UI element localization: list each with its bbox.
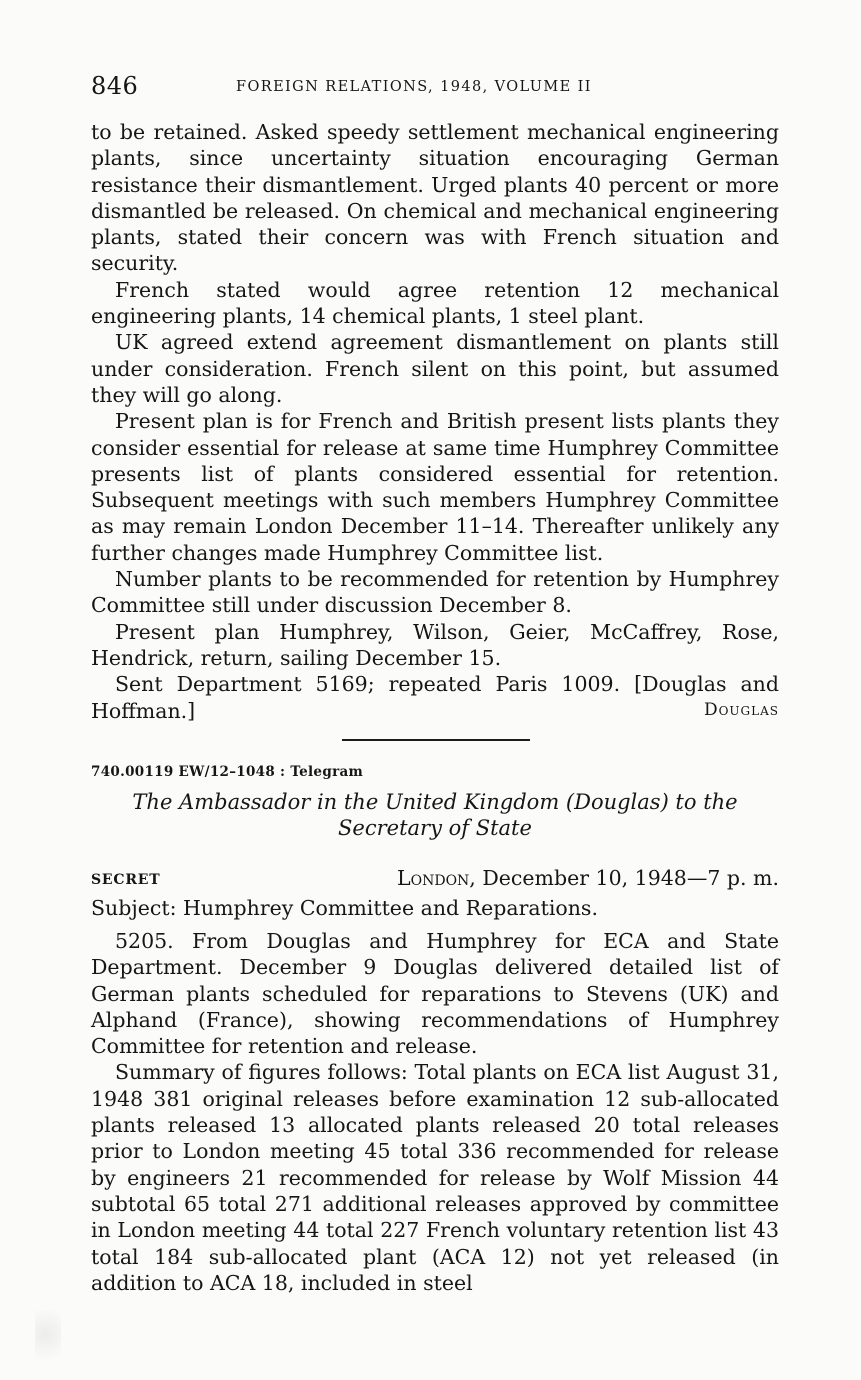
place-date: [397, 866, 779, 890]
second-document-body: [91, 928, 779, 1296]
page-header: [91, 72, 781, 106]
paper-speckle: [35, 1310, 61, 1370]
body-paragraph: UK agreed extend agreement dismantlement on plants still under consideration. French silent on this point, but assumed they will go along.: [91, 330, 779, 407]
first-document-body: [91, 119, 779, 724]
place: London,: [397, 866, 476, 890]
body-paragraph: Summary of figures follows: Total plants on ECA list August 31, 1948 381 original releases before examination 12 sub-allocated plants released 13 allocated plants released 20 total releases prior to London meeting 45 total 336 recommended for release by engineers 21 recommended for release by Wolf Mission 44 subtotal 65 total 271 additional releases approved by committee in London meeting 44 total 227 French voluntary retention list 43 total 184 sub-allocated plant (ACA 12) not yet released (in addition to ACA 18, included in steel: [91, 1060, 779, 1295]
body-paragraph: French stated would agree retention 12 mechanical engineering plants, 14 chemical plants, 1 steel plant.: [91, 277, 779, 329]
running-head: FOREIGN RELATIONS, 1948, VOLUME II: [236, 79, 592, 95]
body-paragraph: 5205. From Douglas and Humphrey for ECA and State Department. December 9 Douglas delivered detailed list of German plants scheduled for reparations to Stevens (UK) and Alphand (France), showing recommendations of Humphrey Committee for retention and release.: [91, 929, 779, 1059]
body-paragraph: Present plan is for French and British present lists plants they consider essential for release at same time Humphrey Committee presents list of plants considered essential for retention. Subsequent meetings with such members Humphrey Committee as may remain London December 11–14. Thereafter unlikely any further changes made Humphrey Committee list.: [91, 409, 779, 565]
body-paragraph: Present plan Humphrey, Wilson, Geier, McCaffrey, Rose, Hendrick, return, sailing December 15.: [91, 619, 779, 670]
body-paragraph: to be retained. Asked speedy settlement mechanical engineering plants, since uncertainty situation encouraging German resistance their dismantlement. Urged plants 40 percent or more dismantled be released. On chemical and mechanical engineering plants, stated their concern was with French situation and security.: [91, 120, 779, 276]
section-divider: [342, 739, 530, 741]
document-title: The Ambassador in the United Kingdom (Douglas) to the Secretary of State: [132, 790, 738, 841]
signature: Douglas: [703, 700, 779, 720]
body-paragraph: Sent Department 5169; repeated Paris 1009. [Douglas and Hoffman.]: [91, 672, 779, 723]
classification-label: SECRET: [91, 872, 161, 888]
subject-line: Subject: Humphrey Committee and Reparations.: [91, 896, 598, 920]
page-number: 846: [91, 72, 139, 100]
file-reference: 740.00119 EW/12–1048 : Telegram: [91, 764, 364, 780]
date-time: December 10, 1948—7 p. m.: [482, 866, 779, 890]
dateline: [91, 866, 779, 892]
body-paragraph: Number plants to be recommended for retention by Humphrey Committee still under discussion December 8.: [91, 567, 779, 618]
